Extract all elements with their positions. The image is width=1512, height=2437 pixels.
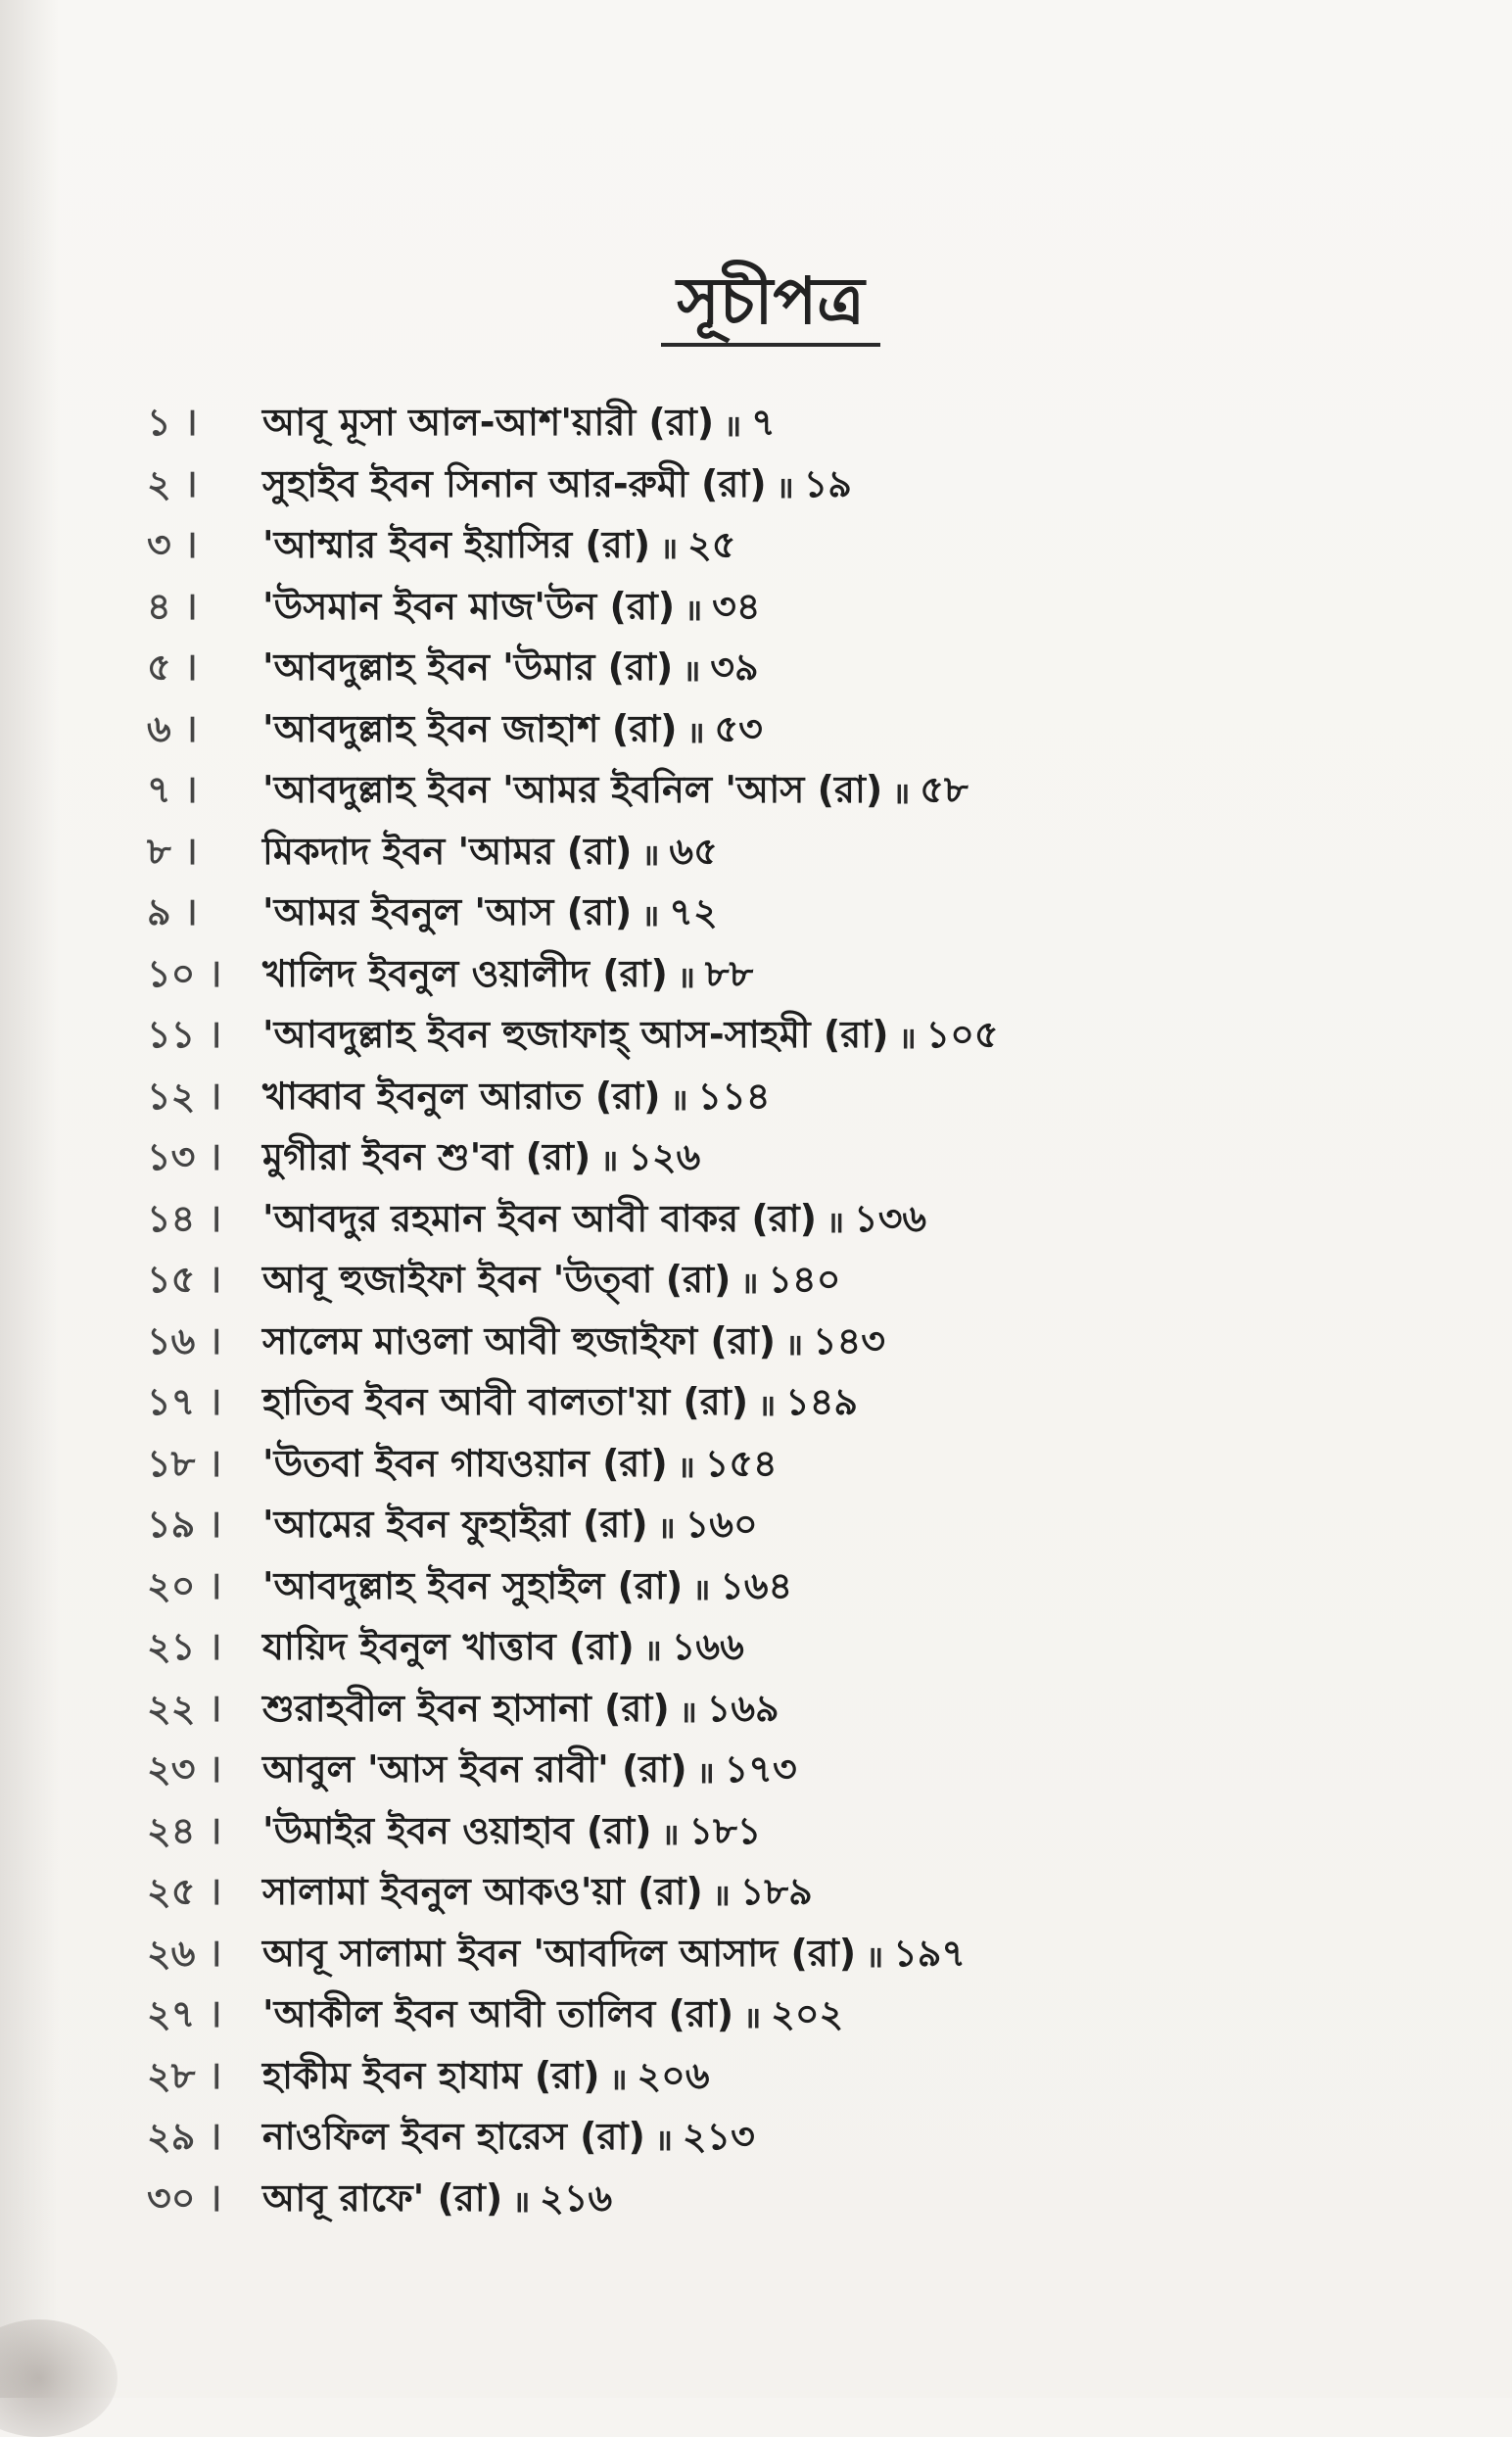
entry-name: নাওফিল ইবন হারেস (রা) xyxy=(262,2115,645,2159)
entry-text xyxy=(262,1741,797,1803)
entry-text xyxy=(262,2108,755,2171)
entry-page-number: ৫৩ xyxy=(714,706,763,750)
page-separator: ॥ xyxy=(785,1327,803,1362)
entry-text xyxy=(262,2047,710,2110)
entry-number: ১৬ । xyxy=(147,1318,222,1362)
page-separator: ॥ xyxy=(643,1634,662,1669)
entry-name: হাতিব ইবন আবী বালতা'য়া (রা) xyxy=(262,1380,749,1424)
entry-number: ৩০ । xyxy=(147,2175,222,2220)
page-separator: ॥ xyxy=(654,2124,673,2159)
entry-number: ৩ । xyxy=(147,523,198,567)
entry-name: হাকীম ইবন হাযাম (রা) xyxy=(262,2053,600,2097)
entry-text xyxy=(262,1006,999,1069)
entry-name: যায়িদ ইবনুল খাত্তাব (রা) xyxy=(262,1625,635,1669)
entry-number: ৯ । xyxy=(147,890,198,934)
toc-entry xyxy=(147,1252,1420,1314)
page-edge-shadow xyxy=(0,0,59,2398)
entry-text xyxy=(262,516,735,579)
entry-number: ১৮ । xyxy=(147,1441,222,1485)
entry-number: ১২ । xyxy=(147,1074,222,1118)
entry-number: ২৮ । xyxy=(147,2053,222,2097)
page-separator: ॥ xyxy=(898,1022,917,1057)
entry-page-number: ২০৬ xyxy=(637,2053,710,2097)
entry-page-number: ১৩৬ xyxy=(854,1196,927,1240)
toc-entry xyxy=(147,1742,1420,1803)
entry-text xyxy=(262,1251,840,1314)
entry-text xyxy=(262,1068,771,1130)
toc-entry xyxy=(147,1436,1420,1498)
entry-text xyxy=(262,1128,700,1191)
toc-entry xyxy=(147,517,1420,579)
entry-name: 'আম্মার ইবন ইয়াসির (রা) xyxy=(262,523,651,567)
toc-entry xyxy=(147,2109,1420,2171)
page-separator: ॥ xyxy=(670,1082,688,1118)
entry-page-number: ৩৯ xyxy=(710,645,759,690)
entry-name: 'আমের ইবন ফুহাইরা (রা) xyxy=(262,1503,648,1547)
page-title: সূচীপত্র xyxy=(661,264,879,347)
toc-entry xyxy=(147,1558,1420,1620)
page-separator: ॥ xyxy=(776,470,794,505)
entry-page-number: ৫৮ xyxy=(920,768,969,812)
page-separator: ॥ xyxy=(641,899,660,934)
page-separator: ॥ xyxy=(686,715,705,750)
page-separator: ॥ xyxy=(677,1450,695,1485)
page-separator: ॥ xyxy=(657,1511,676,1547)
entry-name: 'আবদুল্লাহ ইবন জাহাশ (রা) xyxy=(262,706,678,750)
entry-number: ৫ । xyxy=(147,645,198,690)
page-separator: ॥ xyxy=(724,409,742,445)
toc-entry xyxy=(147,762,1420,824)
entry-number: ১৭ । xyxy=(147,1380,222,1424)
entry-number: ২৯ । xyxy=(147,2115,222,2159)
entry-page-number: ৭ xyxy=(751,401,776,445)
entry-page-number: ৩৪ xyxy=(712,584,761,628)
page-separator: ॥ xyxy=(892,777,911,812)
entry-page-number: ১৬৪ xyxy=(720,1563,793,1607)
entry-number: ২৪ । xyxy=(147,1808,222,1852)
entry-name: আবূ রাফে' (রা) xyxy=(262,2175,503,2220)
entry-page-number: ১৯৭ xyxy=(893,1931,967,1975)
page-separator: ॥ xyxy=(677,960,695,995)
entry-text xyxy=(262,884,718,946)
entry-name: সালেম মাওলা আবী হুজাইফা (রা) xyxy=(262,1318,776,1362)
entry-page-number: ১৯ xyxy=(803,461,852,505)
toc-entry xyxy=(147,1007,1420,1069)
toc-entry xyxy=(147,1374,1420,1436)
entry-page-number: ১৪০ xyxy=(768,1258,841,1302)
entry-page-number: ২৫ xyxy=(687,523,736,567)
toc-entry xyxy=(147,579,1420,641)
page-separator: ॥ xyxy=(661,1817,680,1852)
entry-number: ৮ । xyxy=(147,829,198,873)
entry-page-number: ৭২ xyxy=(669,890,718,934)
entry-name: খাব্বাব ইবনুল আরাত (রা) xyxy=(262,1074,661,1118)
entry-text xyxy=(262,1680,780,1743)
entry-name: 'আবদুল্লাহ ইবন 'উমার (রা) xyxy=(262,645,674,690)
page-separator: ॥ xyxy=(609,2062,628,2097)
entry-name: সালামা ইবনুল আকও'য়া (রা) xyxy=(262,1870,703,1914)
page-separator: ॥ xyxy=(679,1695,697,1730)
toc-entry xyxy=(147,1314,1420,1375)
entry-page-number: ১৫৪ xyxy=(704,1441,778,1485)
toc-entry xyxy=(147,1129,1420,1191)
entry-page-number: ১২৬ xyxy=(628,1135,701,1179)
entry-name: আবূ হুজাইফা ইবন 'উত্‌বা (রা) xyxy=(262,1258,732,1302)
entry-name: 'আবদুল্লাহ ইবন সুহাইল (রা) xyxy=(262,1563,684,1607)
entry-number: ২৬ । xyxy=(147,1931,222,1975)
toc-entry xyxy=(147,1619,1420,1681)
entry-page-number: ১৮৯ xyxy=(739,1870,813,1914)
toc-entry xyxy=(147,701,1420,763)
page-separator: ॥ xyxy=(683,654,701,690)
entry-number: ২১ । xyxy=(147,1625,222,1669)
entry-text xyxy=(262,1313,885,1375)
entry-number: ২০ । xyxy=(147,1563,222,1607)
toc-entry xyxy=(147,1681,1420,1743)
entry-number: ২৭ । xyxy=(147,1992,222,2036)
toc-entry xyxy=(147,1926,1420,1987)
entry-name: 'আবদুর রহমান ইবন আবী বাকর (রা) xyxy=(262,1196,818,1240)
title-wrap xyxy=(0,264,1512,347)
toc-entry xyxy=(147,395,1420,456)
toc-entry xyxy=(147,946,1420,1008)
entry-page-number: ১৪৯ xyxy=(785,1380,859,1424)
entry-page-number: ২১৬ xyxy=(540,2175,613,2220)
entry-name: 'উতবা ইবন গাযওয়ান (রা) xyxy=(262,1441,668,1485)
entry-number: ৬ । xyxy=(147,706,198,750)
entry-number: ২২ । xyxy=(147,1686,222,1730)
entry-name: সুহাইব ইবন সিনান আর-রুমী (রা) xyxy=(262,461,767,505)
entry-text xyxy=(262,1863,813,1926)
entry-text xyxy=(262,639,759,701)
entry-number: ১০ । xyxy=(147,951,222,995)
entry-name: 'আমর ইবনুল 'আস (রা) xyxy=(262,890,633,934)
entry-number: ১১ । xyxy=(147,1013,222,1057)
entry-name: মুগীরা ইবন শু'বা (রা) xyxy=(262,1135,591,1179)
entry-number: ২ । xyxy=(147,461,198,505)
entry-text xyxy=(262,1557,792,1620)
page-separator: ॥ xyxy=(866,1939,884,1975)
entry-number: ২৫ । xyxy=(147,1870,222,1914)
entry-text xyxy=(262,945,753,1008)
entry-name: 'আকীল ইবন আবী তালিব (রা) xyxy=(262,1992,734,2036)
entry-text xyxy=(262,1190,926,1253)
toc-entry xyxy=(147,1497,1420,1558)
entry-name: আবুল 'আস ইবন রাবী' (রা) xyxy=(262,1747,687,1792)
entry-name: আবূ মূসা আল-আশ'য়ারী (রা) xyxy=(262,401,715,445)
entry-page-number: ১০৫ xyxy=(925,1013,999,1057)
page-separator: ॥ xyxy=(740,1266,759,1302)
entry-page-number: ১৪৩ xyxy=(812,1318,886,1362)
entry-number: ৪ । xyxy=(147,584,198,628)
entry-page-number: ২০২ xyxy=(771,1992,844,2036)
entry-text xyxy=(262,2170,612,2232)
toc-entry xyxy=(147,1803,1420,1865)
entry-name: 'উমাইর ইবন ওয়াহাব (রা) xyxy=(262,1808,652,1852)
entry-page-number: ১৬৬ xyxy=(671,1625,744,1669)
toc-entry xyxy=(147,824,1420,885)
page-separator: ॥ xyxy=(641,837,660,873)
entry-page-number: ২১৩ xyxy=(682,2115,755,2159)
entry-page-number: ৮৮ xyxy=(704,951,754,995)
entry-page-number: ৬৫ xyxy=(669,829,718,873)
entry-name: 'আবদুল্লাহ ইবন 'আমর ইবনিল 'আস (রা) xyxy=(262,768,883,812)
entry-text xyxy=(262,1925,966,1987)
toc-entry xyxy=(147,1864,1420,1926)
entry-number: ১ । xyxy=(147,401,198,445)
page-separator: ॥ xyxy=(696,1756,715,1792)
page-separator: ॥ xyxy=(685,593,703,628)
entry-text xyxy=(262,1618,744,1681)
entry-name: আবূ সালামা ইবন 'আবদিল আসাদ (রা) xyxy=(262,1931,857,1975)
entry-text xyxy=(262,394,776,456)
toc-entry xyxy=(147,1191,1420,1253)
entry-text xyxy=(262,1985,843,2048)
entry-text xyxy=(262,823,718,885)
toc-entry xyxy=(147,884,1420,946)
entry-page-number: ১৭৩ xyxy=(724,1747,797,1792)
entry-text xyxy=(262,761,969,824)
entry-page-number: ১১৪ xyxy=(697,1074,771,1118)
entry-number: ১৫ । xyxy=(147,1258,222,1302)
entry-text xyxy=(262,700,763,763)
toc-entry xyxy=(147,2048,1420,2110)
toc-entry xyxy=(147,1069,1420,1130)
page-separator: ॥ xyxy=(660,532,679,567)
entry-name: মিকদাদ ইবন 'আমর (রা) xyxy=(262,829,633,873)
entry-name: 'উসমান ইবন মাজ'উন (রা) xyxy=(262,584,676,628)
entry-number: ১৯ । xyxy=(147,1503,222,1547)
toc-entry xyxy=(147,640,1420,701)
entry-number: ২৩ । xyxy=(147,1747,222,1792)
table-of-contents xyxy=(147,395,1420,2231)
entry-number: ১৩ । xyxy=(147,1135,222,1179)
entry-text xyxy=(262,1435,778,1498)
entry-number: ৭ । xyxy=(147,768,198,812)
entry-page-number: ১৮১ xyxy=(688,1808,762,1852)
page-separator: ॥ xyxy=(600,1144,619,1179)
page-separator: ॥ xyxy=(758,1389,777,1424)
entry-page-number: ১৬৯ xyxy=(706,1686,780,1730)
entry-text xyxy=(262,1373,858,1436)
page-separator: ॥ xyxy=(692,1572,711,1607)
page-separator: ॥ xyxy=(827,1205,845,1240)
page-corner-shadow xyxy=(0,2319,118,2437)
entry-number: ১৪ । xyxy=(147,1196,222,1240)
entry-name: শুরাহবীল ইবন হাসানা (রা) xyxy=(262,1686,670,1730)
entry-name: খালিদ ইবনুল ওয়ালীদ (রা) xyxy=(262,951,668,995)
entry-text xyxy=(262,455,852,518)
page-separator: ॥ xyxy=(743,2001,762,2036)
entry-name: 'আবদুল্লাহ ইবন হুজাফাহ্ আস-সাহমী (রা) xyxy=(262,1013,889,1057)
page-separator: ॥ xyxy=(512,2184,531,2220)
entry-page-number: ১৬০ xyxy=(685,1503,758,1547)
entry-text xyxy=(262,1496,758,1558)
toc-entry xyxy=(147,456,1420,518)
toc-entry xyxy=(147,2171,1420,2232)
toc-entry xyxy=(147,1986,1420,2048)
entry-text xyxy=(262,578,760,641)
page-separator: ॥ xyxy=(712,1879,731,1914)
entry-text xyxy=(262,1802,761,1865)
